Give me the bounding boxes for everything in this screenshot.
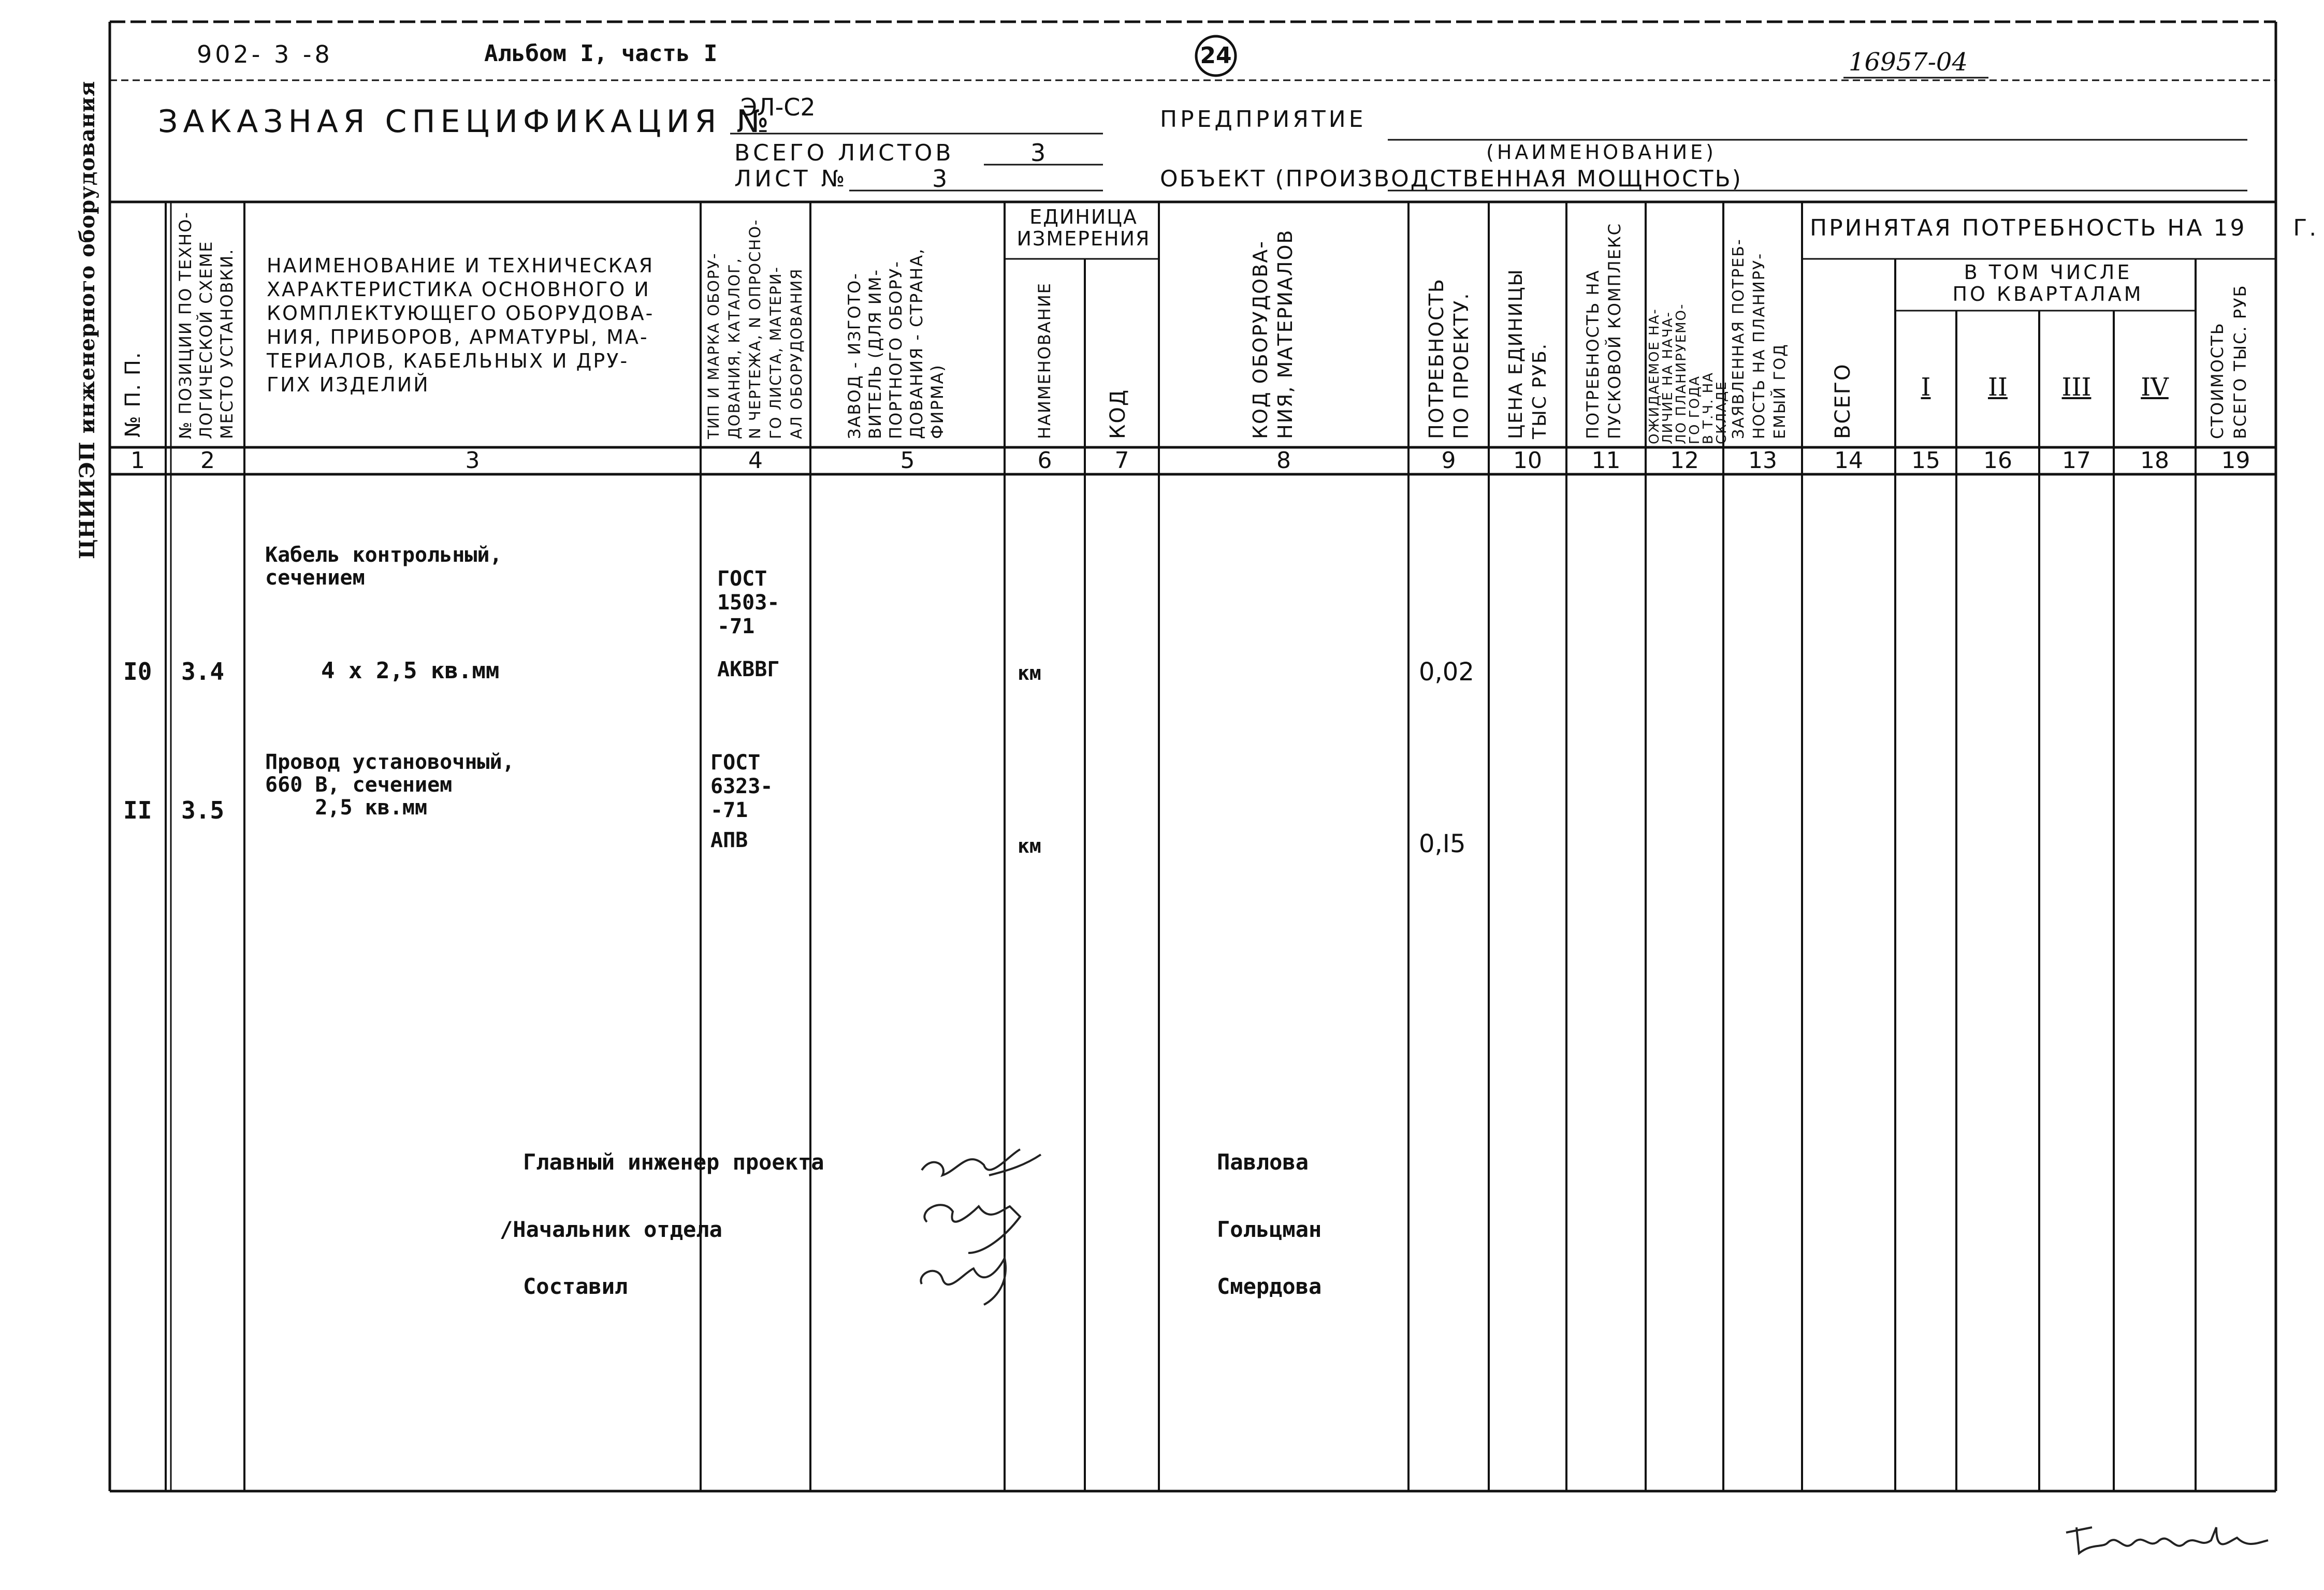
row2-no: II: [123, 796, 152, 824]
col-header-15: I: [1921, 373, 1931, 402]
row2-qty: 0,I5: [1419, 829, 1466, 858]
name-caption: (НАИМЕНОВАНИЕ): [1486, 141, 1717, 164]
row1-no: I0: [123, 658, 152, 685]
col-header-8: КОД ОБОРУДОВА- НИЯ, МАТЕРИАЛОВ: [1249, 229, 1297, 439]
side-label: ЦНИИЭП инженерного оборудования: [75, 80, 99, 559]
col-num-2: 2: [200, 447, 215, 474]
col-header-7: КОД: [1106, 388, 1130, 439]
col-header-3: НАИМЕНОВАНИЕ И ТЕХНИЧЕСКАЯ ХАРАКТЕРИСТИКА ОСНОВНОГО И КОМПЛЕКТУЮЩЕГО ОБОРУДОВА- НИЯ, ПРИБОРОВ, АРМАТУРЫ, МА- ТЕРИАЛОВ, КАБЕЛЬНЫХ И ДРУ- ГИХ ИЗДЕЛИЙ: [267, 254, 655, 396]
enterprise-label: ПРЕДПРИЯТИЕ: [1160, 106, 1367, 133]
col-num-4: 4: [748, 447, 763, 474]
sheet-label: ЛИСТ №: [734, 166, 848, 192]
album-label: Альбом I, часть I: [484, 40, 718, 67]
col-header-4: ТИП И МАРКА ОБОРУ- ДОВАНИЯ, КАТАЛОГ, N ЧЕРТЕЖА, N ОПРОСНО- ГО ЛИСТА, МАТЕРИ- АЛ ОБОРУДОВАНИЯ: [705, 218, 805, 439]
col-header-16: II: [1988, 373, 2008, 402]
row1-unit: км: [1018, 662, 1041, 684]
sheet-value: 3: [932, 165, 948, 193]
handwritten-signatures: [911, 1134, 1067, 1320]
spec-title: ЗАКАЗНАЯ СПЕЦИФИКАЦИЯ №: [158, 104, 774, 140]
spec-number: ЭЛ-С2: [740, 93, 816, 121]
col-header-1: № П. П.: [121, 351, 145, 437]
col-num-9: 9: [1441, 447, 1456, 474]
col-num-13: 13: [1748, 447, 1777, 474]
accepted-header: ПРИНЯТАЯ ПОТРЕБНОСТЬ НА 19 Г.: [1810, 215, 2319, 241]
col-num-19: 19: [2221, 447, 2250, 474]
col-header-10: ЦЕНА ЕДИНИЦЫ ТЫС РУБ.: [1505, 268, 1550, 439]
col-num-7: 7: [1114, 447, 1129, 474]
signature-name-chief-engineer: Павлова: [1217, 1149, 1309, 1175]
col-header-6: НАИМЕНОВАНИЕ: [1035, 282, 1054, 439]
page-number: 24: [1200, 42, 1232, 69]
object-label: ОБЪЕКТ (ПРОИЗВОДСТВЕННАЯ МОЩНОСТЬ): [1160, 166, 1742, 192]
total-sheets-value: 3: [1030, 139, 1046, 167]
col-num-17: 17: [2062, 447, 2091, 474]
signature-name-department-head: Гольцман: [1217, 1217, 1322, 1242]
row1-type: АКВВГ: [717, 658, 780, 681]
handwritten-initials: [2061, 1512, 2278, 1574]
col-header-12: ОЖИДАЕМОЕ НА- ЛИЧИЕ НА НАЧА- ЛО ПЛАНИРУЕМО- ГО ГОДА В Т.Ч. НА СКЛАДЕ: [1647, 303, 1730, 444]
col-header-2: № ПОЗИЦИИ ПО ТЕХНО- ЛОГИЧЕСКОЙ СХЕМЕ МЕСТО УСТАНОВКИ.: [176, 211, 237, 439]
row2-type-top: ГОСТ 6323- -71: [710, 751, 773, 822]
row1-pos: 3.4: [181, 658, 225, 685]
col-header-18: IV: [2141, 373, 2169, 402]
col-num-6: 6: [1037, 447, 1052, 474]
col-header-11: ПОТРЕБНОСТЬ НА ПУСКОВОЙ КОМПЛЕКС: [1583, 223, 1624, 439]
signature-role-department-head: /Начальник отдела: [500, 1217, 722, 1242]
col-header-17: III: [2061, 373, 2091, 402]
row2-type: АПВ: [710, 828, 748, 852]
col-header-9: ПОТРЕБНОСТЬ ПО ПРОЕКТУ.: [1425, 278, 1473, 439]
row1-name: 4 х 2,5 кв.мм: [321, 658, 500, 684]
col-num-3: 3: [465, 447, 480, 474]
col-num-15: 15: [1911, 447, 1940, 474]
row1-name-top: Кабель контрольный, сечением: [265, 543, 502, 590]
col-header-14: ВСЕГО: [1831, 363, 1855, 439]
col-num-18: 18: [2140, 447, 2169, 474]
col-header-13: ЗАЯВЛЕННАЯ ПОТРЕБ- НОСТЬ НА ПЛАНИРУ- ЕМЫЙ ГОД: [1730, 238, 1789, 439]
signature-role-compiler: Составил: [523, 1274, 628, 1299]
row2-name-top: Провод установочный, 660 В, сечением 2,5 кв.мм: [265, 750, 515, 820]
row1-type-top: ГОСТ 1503- -71: [717, 567, 780, 638]
row2-unit: км: [1018, 835, 1041, 857]
signature-role-chief-engineer: Главный инженер проекта: [523, 1149, 824, 1175]
signature-name-compiler: Смердова: [1217, 1274, 1322, 1299]
series-number: 902- 3 -8: [197, 40, 333, 68]
row2-pos: 3.5: [181, 796, 225, 824]
col-num-11: 11: [1591, 447, 1621, 474]
unit-group-header: ЕДИНИЦА ИЗМЕРЕНИЯ: [1016, 206, 1151, 250]
row1-qty: 0,02: [1419, 658, 1474, 687]
col-header-19: СТОИМОСТЬ ВСЕГО ТЫС. РУБ: [2207, 284, 2250, 439]
col-num-5: 5: [900, 447, 915, 474]
col-num-14: 14: [1834, 447, 1863, 474]
quarters-group-header: В ТОМ ЧИСЛЕ ПО КВАРТАЛАМ: [1952, 261, 2144, 305]
doc-number: 16957-04: [1849, 48, 1968, 77]
col-header-5: ЗАВОД - ИЗГОТО- ВИТЕЛЬ (ДЛЯ ИМ- ПОРТНОГО ОБОРУ- ДОВАНИЯ - СТРАНА, ФИРМА): [845, 247, 947, 439]
col-num-10: 10: [1513, 447, 1542, 474]
col-num-16: 16: [1983, 447, 2012, 474]
col-num-1: 1: [130, 447, 145, 474]
total-sheets-label: ВСЕГО ЛИСТОВ: [734, 140, 954, 166]
col-num-12: 12: [1670, 447, 1699, 474]
col-num-8: 8: [1276, 447, 1291, 474]
